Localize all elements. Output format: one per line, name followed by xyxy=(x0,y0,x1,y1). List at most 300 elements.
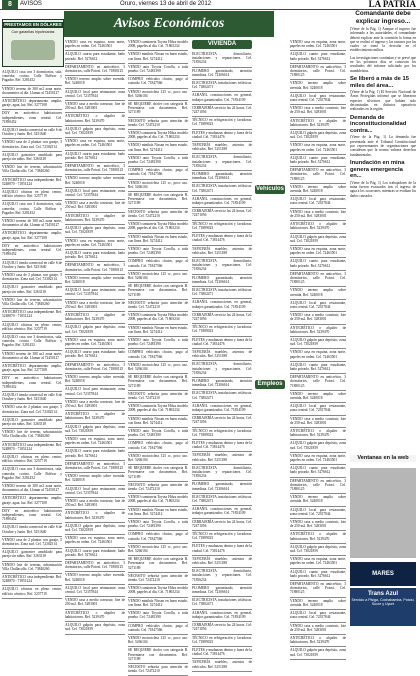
ad-divider xyxy=(65,63,125,64)
classified-ad: ANTICRÉTICO o alquiler de habitaciones. Ref. 5239470 xyxy=(290,118,346,127)
ad-divider xyxy=(128,299,188,300)
classified-ad: VENDO casa en esquina, zona norte, papeles en orden. Cel. 72463501 xyxy=(65,238,125,247)
classified-ad: VENDO casa de 2 plantas con garaje, 5 dormitorios. Zona sud. Cel. 72302514 xyxy=(2,537,62,547)
ad-divider xyxy=(290,609,346,610)
news-text-4: (Viene de la Pág. 1) La demanda fue presentada ante el Tribunal Constitucional por representantes de organizaciones que consideran que la norma vulnera derechos fundamentales. xyxy=(350,135,416,157)
classified-ad: PLOMERO garantizado, atención inmediata. Cel. 72306614 xyxy=(192,378,252,388)
classified-ad: NECESITO señorita para atención de tienda. Cel. 72472210 xyxy=(128,209,188,218)
ad-divider xyxy=(192,220,252,221)
classified-ad: PLOMERO garantizado, atención inmediata. Cel. 72306614 xyxy=(192,275,252,284)
news-text-5: (Viene de la Pág. 1) Los trabajadores de la mina fueron evacuados tras el ingreso de agua a los socavones, mientras se evalúan los daños causados. xyxy=(350,180,416,198)
ad-divider xyxy=(65,361,125,362)
classified-ad: VENDO camioneta Toyota Hilux modelo 2008, papeles al día. Cel. 71865234 xyxy=(128,40,188,49)
ad-divider xyxy=(65,534,125,535)
ad-divider xyxy=(2,151,62,152)
ad-divider xyxy=(2,482,62,483)
issue-date: Oruro, viernes 13 de abril de 2012 xyxy=(120,1,212,7)
ad-divider xyxy=(192,671,252,672)
classified-ad: FLETES y mudanzas dentro y fuera de la ciudad. Cel. 73814476 xyxy=(192,130,252,139)
classified-ad: NECESITO señorita para atención de tienda. Cel. 72472210 xyxy=(128,573,188,583)
ad-divider xyxy=(290,646,346,647)
ad-divider xyxy=(290,506,346,507)
ad-divider xyxy=(2,126,62,127)
classified-ad: VENDO casa de 2 plantas con garaje, 5 dormitorios. Zona sud. Cel. 72302514 xyxy=(2,272,62,282)
classified-ad: PLOMERO garantizado, atención inmediata. Cel. 72306614 xyxy=(192,585,252,595)
ad-divider xyxy=(128,361,188,362)
classified-ad: ALBAÑIL construcciones en general, trabajos garantizados. Cel. 71854109 xyxy=(192,93,252,102)
ad-divider xyxy=(128,634,188,635)
ad-divider xyxy=(2,308,62,309)
ad-divider xyxy=(2,271,62,272)
ad-divider xyxy=(128,311,188,312)
classified-ad: ALQUILO galpón para depósito, zona sud. Cel. 73021859 xyxy=(290,337,346,347)
classified-ad: VENDO casa en esquina, zona norte, papeles en orden. Cel. 72463501 xyxy=(290,557,346,566)
ad-divider xyxy=(290,183,346,184)
ad-divider xyxy=(2,548,62,549)
classified-ad: TAPICERÍA muebles, asientos de vehículos. Ref. 5251188 xyxy=(192,556,252,566)
product-image xyxy=(350,468,416,558)
ad-divider xyxy=(65,398,125,399)
classified-ad: ALQUILO cuarto para estudiante, baño privado. Ref. 5276612 xyxy=(290,569,346,578)
ad-divider xyxy=(128,257,188,258)
ad-divider xyxy=(65,187,125,188)
ad-divider xyxy=(2,374,62,375)
ad-divider xyxy=(128,543,188,544)
ad-divider xyxy=(290,427,346,428)
classified-ad: ANTICRÉTICO o alquiler de habitaciones. Ref. 5239470 xyxy=(65,114,125,123)
classified-ad: TAPICERÍA muebles, asientos de vehículos. Ref. 5251188 xyxy=(192,143,252,152)
ad-divider xyxy=(290,415,346,416)
ad-divider xyxy=(192,377,252,378)
ad-divider xyxy=(65,571,125,572)
classified-ad: VENDO casa a medio construir, lote de 250 m2. Ref. 5283001 xyxy=(290,209,346,218)
classified-ad: ALQUILO casa con 3 dormitorios, sala, comedor, cocina. Calle Bolívar y Pagador. Ref. 5281452 xyxy=(2,70,62,83)
classified-ad: ELECTRICISTA instalaciones trifásicas. Cel. 73802471 xyxy=(192,81,252,90)
ad-divider xyxy=(192,439,252,440)
ad-divider xyxy=(128,245,188,246)
ad-divider xyxy=(290,154,346,155)
ad-divider xyxy=(65,100,125,101)
ad-divider xyxy=(65,299,125,300)
classified-ad: ELECTRICISTA instalaciones trifásicas. Cel. 73802471 xyxy=(192,184,252,193)
classified-ad: ANTICRÉTICO departamento amplio, garaje, agua, luz. Ref. 5277108 xyxy=(2,231,62,240)
classified-ad: DOY en anticrético habitaciones independientes, zona central. Cel. 71890452 xyxy=(2,111,62,124)
classified-ad: VENDO auto Toyota Corolla, a toda prueba. Cel. 72481390 xyxy=(128,429,188,438)
classified-ad: VENDO terreno de 300 m2 zona norte, documentos al día. Llamar al 72450127 xyxy=(2,484,62,493)
ad-divider xyxy=(128,402,188,403)
classified-ad: VENDO casa en esquina, zona norte, papeles en orden. Cel. 72463501 xyxy=(65,437,125,446)
classified-ad: ANTICRÉTICO departamento amplio, garaje, agua, luz. Ref. 5277108 xyxy=(2,99,62,108)
classified-ad: ANTICRÉTICO o alquiler de habitaciones. Ref. 5239470 xyxy=(65,511,125,520)
ad-divider xyxy=(290,245,346,246)
ad-divider xyxy=(192,360,252,361)
classified-ad: DEPARTAMENTO en anticrético, 3 dormitorios, calle Potosí. Cel. 71880125 xyxy=(65,561,125,570)
ad-divider xyxy=(192,567,252,568)
classified-ad: VENDO minibús Nissan en buen estado, con línea. Ref. 5274412 xyxy=(128,416,188,425)
classified-ad: ALQUILO local para restaurante, zona central. Cel. 72357844 xyxy=(65,387,125,396)
classified-ad: SE REQUIERE chofer con categoría B. Presentarse con documentos. Ref. 5271189 xyxy=(128,648,188,661)
mares-ad: MARES xyxy=(350,562,416,586)
ad-divider xyxy=(290,439,346,440)
ad-divider xyxy=(192,621,252,622)
classified-ad: ALQUILO cuarto para estudiante, baño privado. Ref. 5276612 xyxy=(65,548,125,557)
classified-ad: SE REQUIERE chofer con categoría B. Presentarse con documentos. Ref. 5271189 xyxy=(128,557,188,570)
ad-divider xyxy=(192,274,252,275)
classified-ad: ELECTRICISTA domiciliario, instalaciones y reparaciones. Cel. 71856234 xyxy=(192,155,252,168)
news-headline-4: Inundación en mina genera emergencia en... xyxy=(350,159,405,180)
classified-ad: ANTICRÉTICO o alquiler de habitaciones. Ref. 5239470 xyxy=(65,213,125,222)
ad-divider xyxy=(65,485,125,486)
news-headline-3: Demanda de inconstitucionalidad contra... xyxy=(350,114,407,134)
ad-divider xyxy=(128,233,188,234)
classified-ad: COMPRO vehículos chutos, pago al contado. Cel. 71847566 xyxy=(128,168,188,177)
classified-ad: ALQUILO local para restaurante, zona central. Cel. 72357844 xyxy=(65,486,125,495)
ad-divider xyxy=(192,584,252,585)
classified-ad: ALQUILO garzonier amoblado para pareja sin niños. Ref. 5263318 xyxy=(2,152,62,162)
classified-ad: ALQUILO galpón para depósito, zona sud. Cel. 73021859 xyxy=(65,424,125,433)
loan-promo-ad xyxy=(2,19,64,67)
ad-divider xyxy=(2,333,62,334)
classified-ad: NECESITO señorita para atención de tienda. Cel. 72472210 xyxy=(128,118,188,127)
ad-divider xyxy=(128,439,188,440)
classified-ad: VENDO casa a medio construir, lote de 250 m2. Ref. 5283001 xyxy=(65,102,125,111)
classified-ad: ALQUILO cuarto para estudiante, baño privado. Ref. 5276612 xyxy=(290,259,346,268)
classified-ad: ALQUILO tienda comercial en calle 6 de Octubre y Junín. Ref. 5251640 xyxy=(2,128,62,137)
classified-ad: VENDO camioneta Toyota Hilux modelo 2008, papeles al día. Cel. 71865234 xyxy=(128,495,188,504)
ad-divider xyxy=(192,79,252,80)
ad-divider xyxy=(128,336,188,337)
classified-ad: FLETES y mudanzas dentro y fuera de la ciudad. Cel. 73814476 xyxy=(192,647,252,657)
ad-divider xyxy=(128,646,188,647)
classified-ad: ALQUILO local para restaurante, zona central. Cel. 72357844 xyxy=(290,197,346,206)
ad-divider xyxy=(128,179,188,180)
ad-divider xyxy=(2,85,62,86)
classified-ad: ALQUILO galpón para depósito, zona sud. Cel. 73021859 xyxy=(290,648,346,657)
classified-ad: VENDO terreno de 300 m2 zona norte, documentos al día. Llamar al 72450127 xyxy=(2,351,62,360)
classified-ad: TAPICERÍA muebles, asientos de vehículos. Ref. 5251188 xyxy=(192,349,252,359)
classified-ad: VENDO terreno amplio sobre avenida. Ref. 5240018 xyxy=(290,391,346,400)
ad-divider xyxy=(290,373,346,374)
classified-ad: ANTICRÉTICO o alquiler de habitaciones. Ref. 5239470 xyxy=(290,222,346,231)
classified-ad: COMPRO vehículos chutos, pago al contado. Cel. 71847566 xyxy=(128,350,188,359)
classified-ad: VENDO auto Toyota Corolla, a toda prueba. Cel. 72481390 xyxy=(128,337,188,347)
ad-divider xyxy=(128,555,188,556)
classified-ad: VENDO lote de terreno, urbanización Villa Challacollo. Cel. 73840260 xyxy=(2,165,62,174)
ads-column-5 xyxy=(290,40,346,657)
classified-ad: CERRAJERÍA servicio las 24 horas. Cel. 72471056 xyxy=(192,105,252,115)
classified-ad: ANTICRÉTICO departamento amplio, garaje, agua, luz. Ref. 5277108 xyxy=(2,363,62,373)
ad-divider xyxy=(128,390,188,391)
classified-ad: VENDO camioneta Toyota Hilux modelo 2008, papeles al día. Cel. 71865234 xyxy=(128,131,188,140)
classified-ad: ALQUILO galpón para depósito, zona sud. Cel. 73021859 xyxy=(65,523,125,533)
ad-divider xyxy=(65,547,125,548)
classified-ad: VENDO casa en esquina, zona norte, papeles en orden. Cel. 72463501 xyxy=(290,246,346,256)
ad-divider xyxy=(290,402,346,403)
classified-ad: VENDO minibús Nissan en buen estado, con línea. Ref. 5274412 xyxy=(128,325,188,334)
ad-divider xyxy=(128,208,188,209)
ad-divider xyxy=(290,50,346,51)
ad-divider xyxy=(128,663,188,664)
classified-ad: VENDO casa a medio construir, lote de 250 m2. Ref. 5283001 xyxy=(65,300,125,309)
ad-divider xyxy=(192,245,252,246)
classified-ad: ANTICRÉTICO o alquiler de habitaciones. Ref. 5239470 xyxy=(290,429,346,438)
classified-ad: VENDO terreno amplio sobre avenida. Ref. 5240018 xyxy=(290,184,346,194)
ad-divider xyxy=(2,573,62,574)
classified-ad: CERRAJERÍA servicio las 24 horas. Cel. 72471056 xyxy=(192,209,252,218)
classified-ad: VENDO casa en esquina, zona norte, papeles en orden. Cel. 72463501 xyxy=(290,40,346,49)
classified-ad: VENDO casa en esquina, zona norte, papeles en orden. Cel. 72463501 xyxy=(65,536,125,545)
classified-ad: ALQUILO local para restaurante, zona central. Cel. 72357844 xyxy=(290,611,346,620)
ad-divider xyxy=(65,212,125,213)
ad-divider xyxy=(65,224,125,225)
ad-divider xyxy=(192,232,252,233)
ad-divider xyxy=(128,481,188,482)
news-text-2: Las investigaciones continúan y se prevé que en los próximos días se conozcan los resultados del informe solicitado por los asambleístas. xyxy=(350,55,416,73)
classified-ad: VENDO camioneta Toyota Hilux modelo 2008, papeles al día. Cel. 71865234 xyxy=(128,313,188,322)
ad-divider xyxy=(65,435,125,436)
ad-divider xyxy=(290,129,346,130)
ad-divider xyxy=(192,518,252,519)
ad-divider xyxy=(128,220,188,221)
classified-ad: ELECTRICISTA domiciliario, instalaciones y reparaciones. Cel. 71856234 xyxy=(192,569,252,582)
ad-divider xyxy=(192,530,252,531)
classified-ad: ALQUILO local para restaurante, zona central. Cel. 72357844 xyxy=(290,93,346,103)
ad-divider xyxy=(192,348,252,349)
bus-company-routes: Servicio a Pisiga, Cochabamba, Potosí, Sucre y Uyuni xyxy=(351,598,415,607)
classified-ad: ALQUILO galpón para depósito, zona sud. Cel. 73021859 xyxy=(65,226,125,235)
ad-divider xyxy=(65,609,125,610)
classified-ad: COMPRO vehículos chutos, pago al contado. Cel. 71847566 xyxy=(128,623,188,632)
ad-divider xyxy=(290,597,346,598)
ad-divider xyxy=(65,261,125,262)
ad-divider xyxy=(290,518,346,519)
ad-divider xyxy=(2,200,62,201)
classified-ad: ANTICRÉTICO o alquiler de habitaciones. Ref. 5239470 xyxy=(290,635,346,645)
ad-divider xyxy=(65,584,125,585)
ad-divider xyxy=(290,92,346,93)
classified-ad: VENDO casa en esquina, zona norte, papeles en orden. Cel. 72463501 xyxy=(65,139,125,148)
classified-ad: VENDO casa a medio construir, lote de 250 m2. Ref. 5283001 xyxy=(290,106,346,115)
classified-ad: TÉCNICO en refrigeración y lavadoras. Cel. 71889023 xyxy=(192,221,252,230)
ad-divider xyxy=(65,423,125,424)
classified-ad: VENDO motocicleta 125 cc, poco uso. Ref. 5266104 xyxy=(128,271,188,280)
ad-divider xyxy=(2,453,62,454)
classified-ad: TÉCNICO en refrigeración y lavadoras. Cel. 71889023 xyxy=(192,532,252,541)
ad-divider xyxy=(128,464,188,465)
ad-divider xyxy=(290,543,346,544)
ad-divider xyxy=(128,584,188,585)
ad-divider xyxy=(65,385,125,386)
classified-ad: FLETES y mudanzas dentro y fuera de la ciudad. Cel. 73814476 xyxy=(192,234,252,243)
classified-ad: ALQUILO cuarto para estudiante, baño privado. Ref. 5276612 xyxy=(65,250,125,260)
ad-divider xyxy=(128,506,188,507)
classified-ad: VENDO lote de terreno, urbanización Villa Challacollo. Cel. 73840260 xyxy=(2,562,62,571)
classified-ad: COMPRO vehículos chutos, pago al contado. Cel. 71847566 xyxy=(128,259,188,268)
classified-ad: ALQUILO galpón para depósito, zona sud. Cel. 73021859 xyxy=(65,126,125,136)
ad-divider xyxy=(290,622,346,623)
ad-divider xyxy=(65,497,125,498)
classified-ad: VENDO terreno amplio sobre avenida. Ref. 5240018 xyxy=(65,77,125,86)
newspaper-logo: LA PATRIA xyxy=(368,0,416,9)
ad-divider xyxy=(65,174,125,175)
ad-divider xyxy=(192,609,252,610)
ad-divider xyxy=(2,536,62,537)
ad-divider xyxy=(2,321,62,322)
ad-divider xyxy=(290,555,346,556)
ad-divider xyxy=(128,373,188,374)
ad-divider xyxy=(192,311,252,312)
ad-divider xyxy=(2,138,62,139)
ad-divider xyxy=(290,270,346,271)
promo-image xyxy=(11,40,55,60)
classified-ad: NECESITO señorita para atención de tienda. Cel. 72472210 xyxy=(128,391,188,400)
ad-divider xyxy=(192,141,252,142)
classified-ad: VENDO casa a medio construir, lote de 250 m2. Ref. 5283001 xyxy=(290,313,346,322)
classified-ad: ELECTRICISTA instalaciones trifásicas. Cel. 73802471 xyxy=(192,287,252,297)
classified-ad: ALQUILO tienda comercial en calle 6 de Octubre y Junín. Ref. 5251640 xyxy=(2,392,62,402)
classified-ad: VENDO minibús Nissan en buen estado, con línea. Ref. 5274412 xyxy=(128,598,188,607)
ad-divider xyxy=(65,75,125,76)
ad-divider xyxy=(290,580,346,581)
classified-ad: VENDO minibús Nissan en buen estado, con línea. Ref. 5274412 xyxy=(128,52,188,61)
ad-divider xyxy=(290,659,346,660)
ads-column-2 xyxy=(65,40,125,632)
classified-ad: DEPARTAMENTO en anticrético, 3 dormitorios, calle Potosí. Cel. 71880125 xyxy=(290,582,346,595)
ad-divider xyxy=(290,568,346,569)
ad-divider xyxy=(192,286,252,287)
classified-ad: ALQUILO tienda comercial en calle 6 de Octubre y Junín. Ref. 5251640 xyxy=(2,260,62,269)
ad-divider xyxy=(192,67,252,68)
classified-ad: ANTICRÉTICO casa independiente. Ref. 5248870 - 71851224 xyxy=(2,177,62,186)
classified-ad: VENDO terreno amplio sobre avenida. Ref. 5240018 xyxy=(290,495,346,504)
ads-column-3 xyxy=(128,40,188,674)
ad-divider xyxy=(65,286,125,287)
category-vivienda: VIVIENDA xyxy=(192,40,252,49)
ad-divider xyxy=(290,233,346,234)
classified-ad: ALQUILO galpón para depósito, zona sud. Cel. 73021859 xyxy=(65,325,125,334)
ad-divider xyxy=(65,323,125,324)
classified-ad: VENDO casa a medio construir, lote de 250 m2. Ref. 5283001 xyxy=(65,499,125,508)
ad-divider xyxy=(65,336,125,337)
ad-divider xyxy=(2,585,62,586)
classified-ad: ALQUILO oficinas en pleno centro, edificio céntrico. Ref. 5257719 xyxy=(2,587,62,596)
classified-ad: VENDO motocicleta 125 cc, poco uso. Ref. 5266104 xyxy=(128,453,188,463)
ad-divider xyxy=(65,199,125,200)
classified-ad: VENDO auto Toyota Corolla, a toda prueba. Cel. 72481390 xyxy=(128,64,188,74)
ad-divider xyxy=(290,63,346,64)
ad-divider xyxy=(192,542,252,543)
ad-divider xyxy=(2,523,62,524)
ad-divider xyxy=(2,561,62,562)
ad-divider xyxy=(128,63,188,64)
classified-ad: ALQUILO garzonier amoblado para pareja sin niños. Ref. 5263318 xyxy=(2,417,62,426)
classified-ad: VENDO lote de terreno, urbanización Villa Challacollo. Cel. 73840260 xyxy=(2,297,62,306)
classified-ad: ALQUILO cuarto para estudiante, baño privado. Ref. 5276612 xyxy=(65,52,125,61)
classified-ad: ALQUILO local para restaurante, zona central. Cel. 72357844 xyxy=(290,404,346,413)
ads-column-1 xyxy=(2,70,62,626)
ad-divider xyxy=(65,150,125,151)
classified-ad: ALQUILO cuarto para estudiante, baño privado. Ref. 5276612 xyxy=(290,466,346,475)
page-number: 8 xyxy=(2,0,18,9)
classified-ad: VENDO terreno amplio sobre avenida. Ref. 5240018 xyxy=(290,598,346,607)
classified-ad: ALQUILO galpón para depósito, zona sud. Cel. 73021859 xyxy=(65,623,125,632)
classified-ad: CERRAJERÍA servicio las 24 horas. Cel. 72471056 xyxy=(192,519,252,528)
classified-ad: ALQUILO galpón para depósito, zona sud. Cel. 73021859 xyxy=(290,544,346,554)
ad-divider xyxy=(128,452,188,453)
classified-ad: VENDO casa en esquina, zona norte, papeles en orden. Cel. 72463501 xyxy=(290,143,346,152)
ad-divider xyxy=(2,391,62,392)
classified-ad: ELECTRICISTA instalaciones trifásicas. Cel. 73802471 xyxy=(192,598,252,607)
classified-ad: ELECTRICISTA domiciliario, instalaciones y reparaciones. Cel. 71856234 xyxy=(192,52,252,65)
classified-ad: VENDO motocicleta 125 cc, poco uso. Ref. 5266104 xyxy=(128,544,188,554)
classified-ad: DEPARTAMENTO en anticrético, 3 dormitorios, calle Potosí. Cel. 71880125 xyxy=(290,478,346,492)
ad-divider xyxy=(192,646,252,647)
classified-ad: SE REQUIERE chofer con categoría B. Presentarse con documentos. Ref. 5271189 xyxy=(128,102,188,115)
ad-divider xyxy=(290,311,346,312)
ad-divider xyxy=(128,100,188,101)
classified-ad: ALQUILO oficinas en pleno centro, edificio céntrico. Ref. 5257719 xyxy=(2,322,62,331)
ad-divider xyxy=(65,373,125,374)
ad-divider xyxy=(290,104,346,105)
classified-ad: VENDO casa a medio construir, lote de 250 m2. Ref. 5283001 xyxy=(65,399,125,408)
ad-divider xyxy=(192,596,252,597)
classified-ad: TÉCNICO en refrigeración y lavadoras. Cel. 71889023 xyxy=(192,118,252,127)
classified-ad: VENDO terreno amplio sobre avenida. Ref. 5240018 xyxy=(290,81,346,90)
ad-divider xyxy=(192,129,252,130)
ad-divider xyxy=(2,465,62,466)
ad-divider xyxy=(65,447,125,448)
classified-ad: VENDO auto Toyota Corolla, a toda prueba. Cel. 72481390 xyxy=(128,611,188,620)
classified-ad: VENDO motocicleta 125 cc, poco uso. Ref. 5266104 xyxy=(128,362,188,371)
ad-divider xyxy=(128,141,188,142)
classified-ad: ANTICRÉTICO o alquiler de habitaciones. Ref. 5239470 xyxy=(65,412,125,421)
ad-divider xyxy=(65,472,125,473)
classified-ad: VENDO auto Toyota Corolla, a toda prueba. Cel. 72481390 xyxy=(128,520,188,529)
ad-divider xyxy=(290,220,346,221)
classified-ad: DEPARTAMENTO en anticrético, 3 dormitorios, calle Potosí. Cel. 71880125 xyxy=(290,271,346,285)
ad-divider xyxy=(290,79,346,80)
classified-ad: VENDO casa a medio construir, lote de 250 m2. Ref. 5283001 xyxy=(290,416,346,425)
ad-divider xyxy=(2,188,62,189)
classified-ad: VENDO minibús Nissan en buen estado, con línea. Ref. 5274412 xyxy=(128,143,188,152)
classified-ad: ALQUILO garzonier amoblado para pareja sin niños. Ref. 5263318 xyxy=(2,285,62,294)
bus-company-name: Trans Azul xyxy=(367,591,399,597)
ad-divider xyxy=(2,109,62,110)
classified-ad: ELECTRICISTA instalaciones trifásicas. Cel. 73802471 xyxy=(192,391,252,400)
classified-ad: ALQUILO local para restaurante, zona central. Cel. 72357844 xyxy=(290,507,346,516)
classified-ad: ALBAÑIL construcciones en general, trabajos garantizados. Cel. 71854109 xyxy=(192,507,252,516)
ad-divider xyxy=(290,117,346,118)
ad-divider xyxy=(192,427,252,428)
classified-ad: VENDO camioneta Toyota Hilux modelo 2008, papeles al día. Cel. 71865234 xyxy=(128,222,188,231)
classified-ad: COMPRO vehículos chutos, pago al contado. Cel. 71847566 xyxy=(128,77,188,86)
classified-ad: SE REQUIERE chofer con categoría B. Presentarse con documentos. Ref. 5271189 xyxy=(128,193,188,206)
ad-divider xyxy=(128,572,188,573)
classified-ad: ELECTRICISTA domiciliario, instalaciones y reparaciones. Cel. 71856234 xyxy=(192,258,252,272)
classified-ad: DEPARTAMENTO en anticrético, 3 dormitorios, calle Potosí. Cel. 71880125 xyxy=(290,168,346,181)
ad-divider xyxy=(290,336,346,337)
classified-ad: DOY en anticrético habitaciones independientes, zona central. Cel. 71890452 xyxy=(2,508,62,522)
classified-ad: PLOMERO garantizado, atención inmediata. Cel. 72306614 xyxy=(192,482,252,491)
classified-ad: VENDO casa a medio construir, lote de 250 m2. Ref. 5283001 xyxy=(290,520,346,529)
classified-ad: DOY en anticrético habitaciones independientes, zona central. Cel. 71890452 xyxy=(2,376,62,389)
ad-divider xyxy=(192,480,252,481)
classified-ad: VENDO casa de 2 plantas con garaje, 5 dormitorios. Zona sud. Cel. 72302514 xyxy=(2,405,62,414)
classified-ad: TAPICERÍA muebles, asientos de vehículos. Ref. 5251188 xyxy=(192,246,252,255)
ad-divider xyxy=(128,75,188,76)
ad-divider xyxy=(192,555,252,556)
classified-ad: ALQUILO cuarto para estudiante, baño privado. Ref. 5276612 xyxy=(290,362,346,371)
